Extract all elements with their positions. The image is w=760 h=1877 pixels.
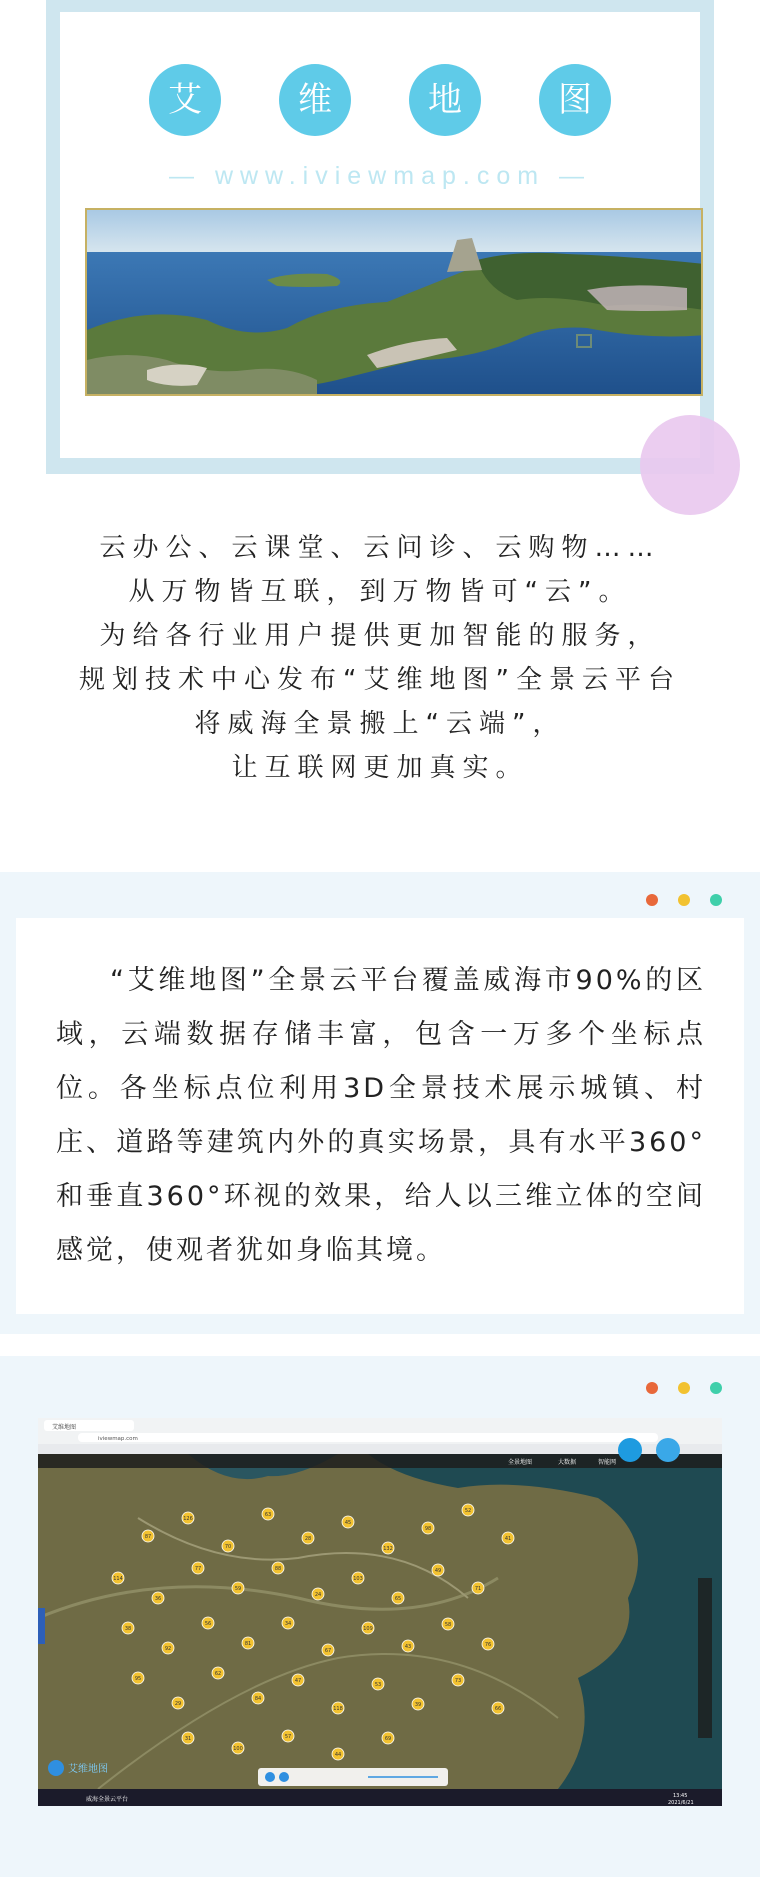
header-inner xyxy=(60,12,700,458)
title-char-3: 地 xyxy=(409,64,481,136)
logo-icon xyxy=(48,1760,64,1776)
poi-cluster-count: 88 xyxy=(274,1566,282,1572)
header-card xyxy=(46,0,714,474)
poi-cluster-count: 118 xyxy=(333,1706,343,1712)
dot-yellow xyxy=(678,894,690,906)
decorative-dots-2 xyxy=(646,1382,722,1394)
title-char-1: 艾 xyxy=(149,64,221,136)
taskbar-time: 13:45 xyxy=(673,1793,688,1799)
poi-cluster-count: 58 xyxy=(444,1622,452,1628)
map-tools[interactable] xyxy=(698,1578,712,1738)
title-char-2: 维 xyxy=(279,64,351,136)
title-char-4: 图 xyxy=(539,64,611,136)
map-tab-panorama[interactable]: 全景地图 xyxy=(508,1459,533,1466)
intro-line-4: 规划技术中心发布“艾维地图”全景云平台 xyxy=(79,665,681,695)
intro-line-2: 从万物皆互联，到万物皆可“云”。 xyxy=(128,577,632,607)
dot-orange xyxy=(646,1382,658,1394)
poi-cluster-count: 53 xyxy=(374,1682,382,1688)
dot-green xyxy=(710,894,722,906)
description-paragraph: “艾维地图”全景云平台覆盖威海市90%的区域，云端数据存储丰富，包含一万多个坐标点位。各坐标点位利用3D全景技术展示城镇、村庄、道路等建筑内外的真实场景，具有水平360°和垂直360°环视的效果，给人以三维立体的空间感觉，使观者犹如身临其境。 xyxy=(56,965,706,1266)
description-card xyxy=(16,918,744,1314)
poi-cluster-count: 81 xyxy=(244,1641,252,1647)
taskbar xyxy=(38,1789,722,1806)
poi-cluster-count: 70 xyxy=(224,1544,232,1550)
poi-cluster-count: 47 xyxy=(294,1678,302,1684)
poi-cluster-count: 57 xyxy=(284,1734,292,1740)
platform-screenshot xyxy=(38,1418,722,1806)
address-bar[interactable] xyxy=(78,1433,658,1442)
poi-cluster-count: 73 xyxy=(454,1678,462,1684)
decorative-dots xyxy=(646,894,722,906)
coastline-panorama-image xyxy=(85,208,703,396)
poi-cluster-count: 52 xyxy=(464,1508,472,1514)
poi-cluster-count: 87 xyxy=(144,1534,152,1540)
poi-cluster-count: 36 xyxy=(154,1596,162,1602)
play-pause-icon[interactable] xyxy=(265,1772,275,1782)
side-panel-tab[interactable] xyxy=(38,1608,45,1644)
map-tab-bigdata[interactable]: 大数据 xyxy=(558,1459,577,1466)
poi-cluster-count: 24 xyxy=(314,1592,322,1598)
poi-cluster-count: 63 xyxy=(264,1512,272,1518)
poi-cluster-count: 77 xyxy=(194,1566,202,1572)
poi-cluster-count: 103 xyxy=(353,1576,363,1582)
poi-cluster-count: 59 xyxy=(234,1586,242,1592)
poi-cluster-count: 31 xyxy=(184,1736,192,1742)
dot-yellow xyxy=(678,1382,690,1394)
intro-text xyxy=(60,526,700,790)
poi-cluster-count: 29 xyxy=(174,1701,182,1707)
decorative-circle xyxy=(640,415,740,515)
poi-cluster-count: 114 xyxy=(113,1576,123,1582)
address-text: iviewmap.com xyxy=(98,1436,138,1442)
map-toolbar xyxy=(38,1454,722,1468)
brand-title xyxy=(60,64,700,136)
live-icon[interactable] xyxy=(656,1438,680,1462)
poi-cluster-count: 44 xyxy=(334,1752,342,1758)
video-call-icon[interactable] xyxy=(618,1438,642,1462)
poi-cluster-count: 66 xyxy=(494,1706,502,1712)
poi-cluster-count: 65 xyxy=(394,1596,402,1602)
taskbar-date: 2021/6/21 xyxy=(668,1800,694,1806)
intro-line-5: 将威海全景搬上“云端”， xyxy=(194,709,566,739)
taskbar-app-label[interactable]: 威海全景云平台 xyxy=(86,1796,129,1803)
poi-cluster-count: 126 xyxy=(183,1516,193,1522)
poi-cluster-count: 34 xyxy=(284,1621,292,1627)
intro-line-3: 为给各行业用户提供更加智能的服务， xyxy=(99,621,661,651)
dot-orange xyxy=(646,894,658,906)
poi-cluster-count: 95 xyxy=(134,1676,142,1682)
stop-icon[interactable] xyxy=(279,1772,289,1782)
poi-cluster-count: 69 xyxy=(384,1736,392,1742)
poi-cluster-count: 39 xyxy=(414,1702,422,1708)
poi-cluster-count: 92 xyxy=(164,1646,172,1652)
poi-cluster-count: 76 xyxy=(484,1642,492,1648)
intro-line-6: 让互联网更加真实。 xyxy=(231,753,529,783)
poi-cluster-count: 109 xyxy=(363,1626,373,1632)
poi-cluster-count: 43 xyxy=(404,1644,412,1650)
poi-cluster-count: 62 xyxy=(214,1671,222,1677)
poi-cluster-count: 41 xyxy=(504,1536,512,1542)
intro-line-1: 云办公、云课堂、云问诊、云购物…… xyxy=(99,533,661,563)
poi-cluster-count: 28 xyxy=(304,1536,312,1542)
poi-cluster-count: 84 xyxy=(254,1696,262,1702)
poi-cluster-count: 49 xyxy=(434,1568,442,1574)
poi-cluster-count: 132 xyxy=(383,1546,393,1552)
website-url: — www.iviewmap.com — xyxy=(169,162,591,190)
poi-cluster-count: 45 xyxy=(344,1520,352,1526)
browser-tab-label: 艾维地图 xyxy=(52,1424,77,1431)
poi-cluster-count: 67 xyxy=(324,1648,332,1654)
poi-cluster-count: 71 xyxy=(474,1586,482,1592)
dot-green xyxy=(710,1382,722,1394)
poi-cluster-count: 98 xyxy=(424,1526,432,1532)
description-text xyxy=(56,954,706,1278)
poi-cluster-count: 100 xyxy=(233,1746,243,1752)
poi-cluster-count: 56 xyxy=(204,1621,212,1627)
map-tab-smart[interactable]: 智能网 xyxy=(598,1459,617,1466)
poi-cluster-count: 38 xyxy=(124,1626,132,1632)
map-logo-text: 艾维地图 xyxy=(68,1764,108,1775)
